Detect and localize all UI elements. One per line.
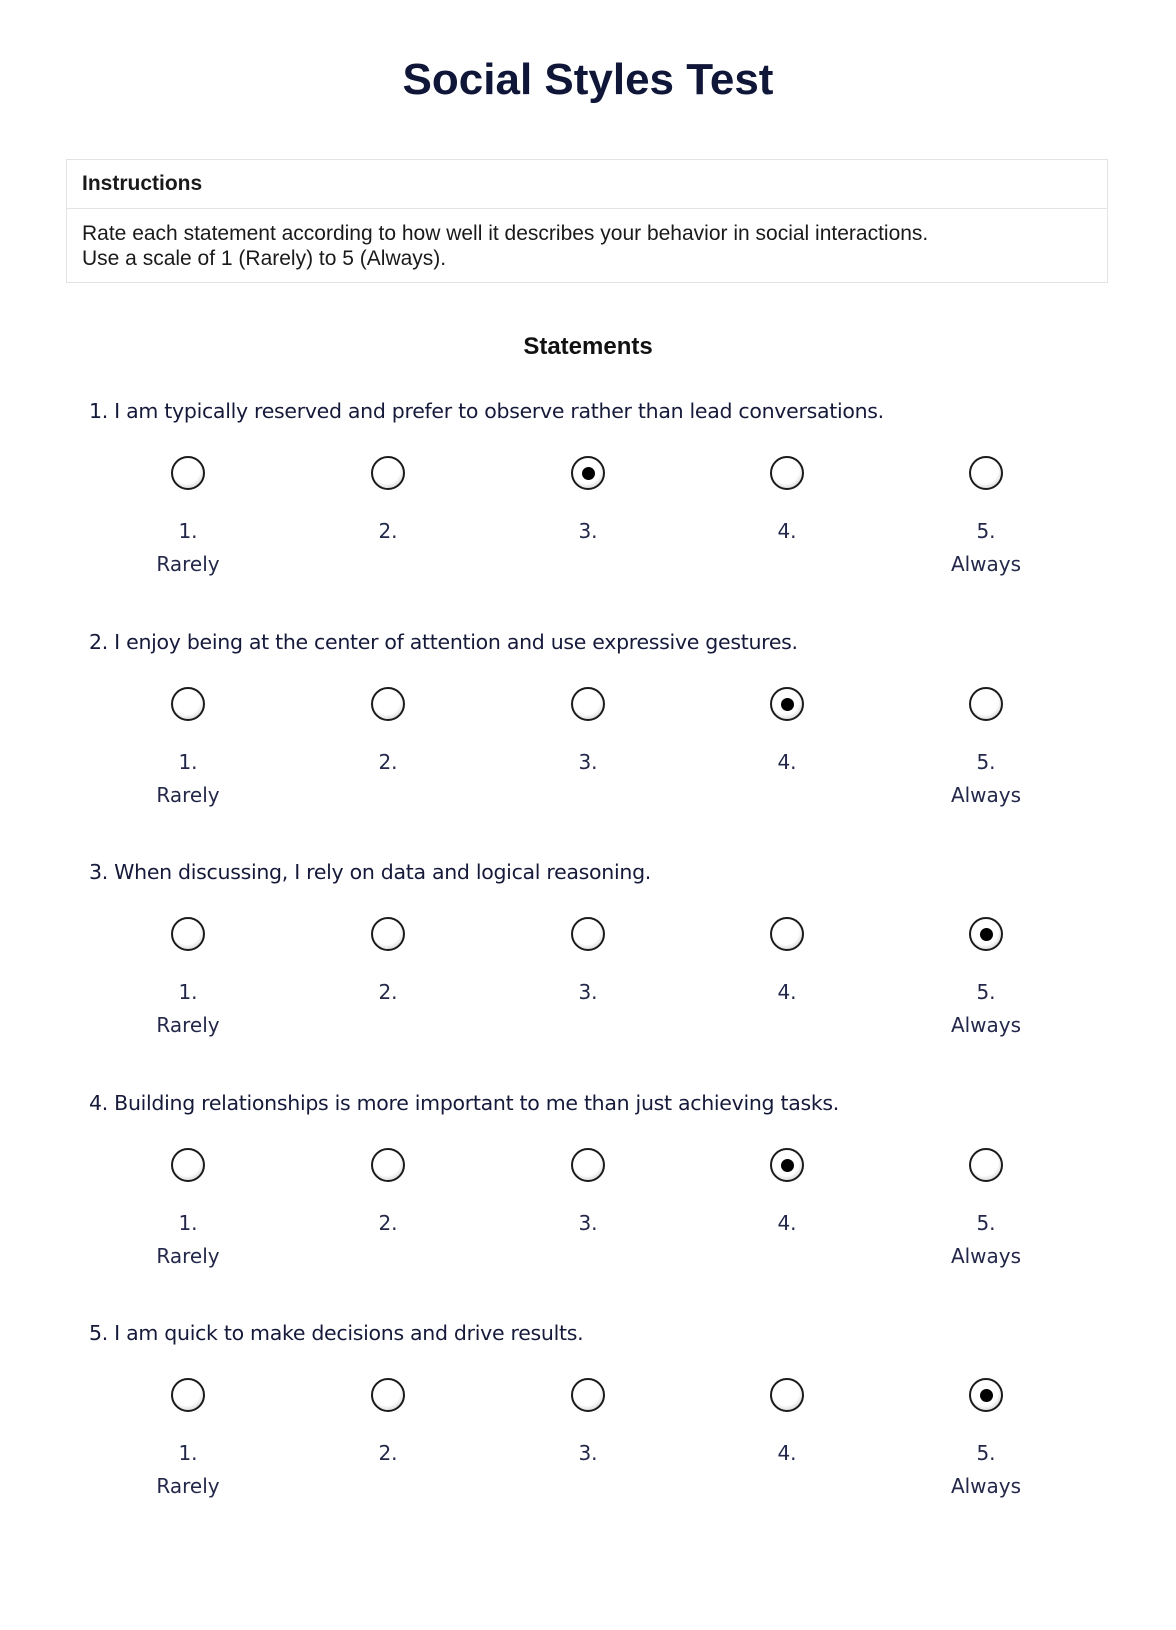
radio-selected-dot-icon [980, 1389, 993, 1402]
rating-radio-5[interactable] [969, 456, 1003, 490]
statement-text: 1. I am typically reserved and prefer to observe rather than lead conversations. [89, 399, 884, 423]
instructions-body [67, 209, 1107, 271]
radio-selected-dot-icon [781, 1159, 794, 1172]
statement-text: 5. I am quick to make decisions and drive results. [89, 1321, 584, 1345]
rating-description-label: Always [950, 1013, 1022, 1037]
rating-number-label: 4. [777, 750, 797, 774]
radio-selected-dot-icon [582, 467, 595, 480]
rating-radio-1[interactable] [171, 1378, 205, 1412]
rating-number-label: 1. [178, 1211, 198, 1235]
rating-radio-3[interactable] [571, 1148, 605, 1182]
rating-description-label: Rarely [156, 1013, 220, 1037]
rating-number-label: 4. [777, 519, 797, 543]
rating-radio-3[interactable] [571, 687, 605, 721]
rating-radio-5[interactable] [969, 917, 1003, 951]
rating-radio-5[interactable] [969, 687, 1003, 721]
rating-number-label: 1. [178, 980, 198, 1004]
rating-radio-5[interactable] [969, 1378, 1003, 1412]
rating-number-label: 4. [777, 1211, 797, 1235]
radio-selected-dot-icon [980, 928, 993, 941]
rating-number-label: 5. [976, 519, 996, 543]
rating-radio-3[interactable] [571, 456, 605, 490]
statement-item [0, 397, 1176, 627]
statements-heading: Statements [523, 333, 653, 360]
rating-number-label: 2. [378, 1211, 398, 1235]
rating-radio-1[interactable] [171, 1148, 205, 1182]
rating-number-label: 1. [178, 519, 198, 543]
page-title: Social Styles Test [402, 55, 774, 104]
rating-number-label: 5. [976, 1441, 996, 1465]
statement-item [0, 858, 1176, 1088]
rating-radio-4[interactable] [770, 687, 804, 721]
rating-number-label: 5. [976, 750, 996, 774]
rating-number-label: 2. [378, 750, 398, 774]
rating-description-label: Always [950, 1474, 1022, 1498]
rating-description-label: Always [950, 552, 1022, 576]
instructions-line-2: Use a scale of 1 (Rarely) to 5 (Always). [82, 247, 447, 270]
statement-text: 4. Building relationships is more important to me than just achieving tasks. [89, 1091, 840, 1115]
rating-number-label: 4. [777, 980, 797, 1004]
rating-radio-4[interactable] [770, 917, 804, 951]
rating-description-label: Rarely [156, 1244, 220, 1268]
rating-number-label: 3. [578, 750, 598, 774]
statement-item [0, 1319, 1176, 1549]
rating-number-label: 1. [178, 750, 198, 774]
statement-text: 3. When discussing, I rely on data and logical reasoning. [89, 860, 652, 884]
rating-radio-4[interactable] [770, 1378, 804, 1412]
rating-number-label: 2. [378, 1441, 398, 1465]
statement-item [0, 1089, 1176, 1319]
instructions-line-1: Rate each statement according to how well it describes your behavior in social interactions. [82, 222, 929, 245]
rating-radio-1[interactable] [171, 456, 205, 490]
statement-item [0, 628, 1176, 858]
radio-selected-dot-icon [781, 698, 794, 711]
rating-radio-2[interactable] [371, 1148, 405, 1182]
rating-description-label: Rarely [156, 552, 220, 576]
rating-description-label: Always [950, 1244, 1022, 1268]
rating-number-label: 5. [976, 980, 996, 1004]
rating-radio-2[interactable] [371, 917, 405, 951]
rating-description-label: Rarely [156, 783, 220, 807]
rating-number-label: 5. [976, 1211, 996, 1235]
rating-radio-3[interactable] [571, 1378, 605, 1412]
instructions-box [66, 159, 1108, 283]
rating-radio-4[interactable] [770, 456, 804, 490]
rating-number-label: 3. [578, 1441, 598, 1465]
rating-number-label: 1. [178, 1441, 198, 1465]
rating-radio-4[interactable] [770, 1148, 804, 1182]
rating-number-label: 2. [378, 519, 398, 543]
rating-radio-2[interactable] [371, 687, 405, 721]
rating-description-label: Rarely [156, 1474, 220, 1498]
rating-number-label: 3. [578, 1211, 598, 1235]
rating-radio-3[interactable] [571, 917, 605, 951]
statement-text: 2. I enjoy being at the center of attention and use expressive gestures. [89, 630, 798, 654]
rating-number-label: 2. [378, 980, 398, 1004]
rating-number-label: 3. [578, 980, 598, 1004]
rating-number-label: 3. [578, 519, 598, 543]
rating-radio-5[interactable] [969, 1148, 1003, 1182]
rating-radio-2[interactable] [371, 1378, 405, 1412]
rating-radio-2[interactable] [371, 456, 405, 490]
rating-description-label: Always [950, 783, 1022, 807]
rating-number-label: 4. [777, 1441, 797, 1465]
rating-radio-1[interactable] [171, 917, 205, 951]
rating-radio-1[interactable] [171, 687, 205, 721]
instructions-header: Instructions [67, 160, 1107, 209]
